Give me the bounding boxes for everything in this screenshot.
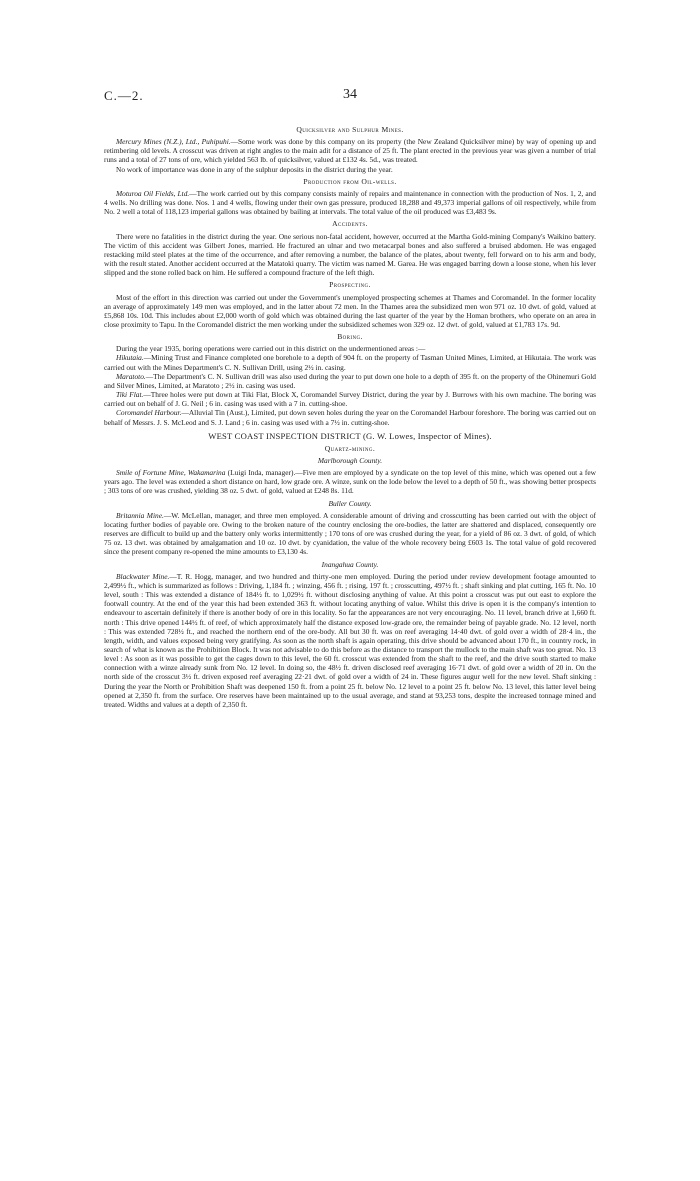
paragraph: Coromandel Harbour.—Alluvial Tin (Aust.), Limited, put down seven holes during the year on the Coromandel Harbour foreshore. The boring was carried out on behalf of Messrs. J. S. McLeod and S. J. Land ; 6 in. casing was used with a 7½ in. cutting-shoe. (104, 408, 596, 427)
county-heading: Buller County. (328, 498, 372, 508)
paragraph: During the year 1935, boring operations were carried out in this district on the undermentioned areas :— (116, 344, 426, 354)
district-heading: WEST COAST INSPECTION DISTRICT (G. W. Lowes, Inspector of Mines). (208, 430, 492, 441)
section-heading-prospecting: Prospecting. (329, 280, 371, 290)
entry-lead: Smile of Fortune Mine, Wakamarina (116, 468, 226, 478)
paragraph: Most of the effort in this direction was carried out under the Government's unemployed prospecting schemes at Thames and Coromandel. In the former locality an average of approximately 149 men was employed, and in the latter about 72 men. In the Thames area the subsidized men won 971 oz. 10 dwt. of gold, valued at £5,868 10s. 10d. This includes about £2,000 worth of gold which was obtained during the last quarter of the year by the Homan brothers, who operate on an area in close proximity to Tapu. In the Coromandel district the men working under the subsidized schemes won 329 oz. 12 dwt. of gold, valued at £1,783 17s. 9d. (104, 292, 596, 329)
county-heading: Inangahua County. (321, 559, 379, 569)
paragraph: Mercury Mines (N.Z.), Ltd., Puhipuhi.—Some work was done by this company on its property (the New Zealand Quicksilver mine) by way of opening up and retimbering old levels. A crosscut was driven at right angles to the main adit for a distance of 25 ft. The plant erected in the previous year was given a number of trial runs and a total of 27 tons of ore, which yielded 563 lb. of quicksilver, valued at £132 4s. 5d., was treated. (104, 137, 596, 165)
paragraph: Britannia Mine.—W. McLellan, manager, and three men employed. A considerable amount of driving and crosscutting has been carried out with the object of locating further bodies of payable ore. Owing to the broken nature of the country enclosing the ore-bodies, the latter are shattered and displaced, consequently ore reserves are difficult to build up and the battery only works intermittently ; 170 tons of ore was crushed during the year, for a yield of 86 oz. 3 dwt. of gold, of which 75 oz. 13 dwt. was obtained by amalgamation and 10 oz. 10 dwt. by cyanidation, the value of the whole recovery being £603 1s. The total value of gold recovered since the present company re-opened the mine amounts to £3,130 4s. (104, 510, 596, 557)
section-heading-quartz: Quartz-mining. (324, 443, 376, 453)
paragraph: Maratoto.—The Department's C. N. Sullivan drill was also used during the year to put down one hole to a depth of 395 ft. on the property of the Ohinemuri Gold and Silver Mines, Limited, at Maratoto ; 2½ in. casing was used. (104, 371, 596, 390)
page-number: 34 (343, 87, 357, 102)
entry-lead: Coromandel Harbour. (116, 408, 182, 418)
paragraph: No work of importance was done in any of the sulphur deposits in the district during the year. (116, 164, 393, 174)
paragraph: Moturoa Oil Fields, Ltd.—The work carried out by this company consists mainly of repairs and maintenance in connection with the production of Nos. 1, 2, and 4 wells. No drilling was done. Nos. 1 and 4 wells, flowing under their own gas pressure, produced 18,288 and 49,373 imperial gallons of oil respectively, while from No. 2 well a total of 118,123 imperial gallons was obtained by bailing at intervals. The total value of the oil produced was £3,483 9s. (104, 188, 596, 217)
entry-lead: Blackwater Mine. (116, 571, 170, 581)
paragraph: Blackwater Mine.—T. R. Hogg, manager, and two hundred and thirty-one men employed. During the period under review development footage amounted to 2,499½ ft., which is summarized as follows : Driving, 1,184 ft. ; winzing, 456 ft. ; rising, 197 ft. ; crosscutting, 497½ ft. ; shaft sinking and plat cutting, 165 ft. No. 10 level, south : This was extended a distance of 184½ ft. to 1,029½ ft. without disclosing anything of value. At this point a crosscut was put out east to explore the footwall country. At the end of the year this had been extended 363 ft. without locating anything of value. Whilst this drive is open it is the company's intention to endeavour to ascertain definitely if there is another body of ore in this locality. So far the appearances are not very encouraging. No. 11 level, branch drive at 1,660 ft. north : This drive opened 144½ ft. of reef, of which approximately half the distance exposed low-grade ore, the remainder being of payable grade. No. 12 level, north : This was extended 728½ ft., and reached the northern end of the ore-body. All but 30 ft. was on reef averaging 14·40 dwt. of gold over a width of 28·4 in., the length, width, and values exposed being very gratifying. As soon as the north shaft is again operating, this drive should be advanced about 170 ft., in country rock, in search of what is known as the Prohibition Block. It was not advisable to do this before as the distance to transport the mullock to the main shaft was too great. No. 13 level : As soon as it was possible to get the cages down to this level, the 60 ft. crosscut was extended from the shaft to the reef, and the drive south started to make connection with a winze already sunk from No. 12 level. In doing so, the 48½ ft. driven disclosed reef averaging 16·71 dwt. of gold over a width of 20 in. On the north side of the crosscut 3½ ft. driven exposed reef averaging 22·21 dwt. of gold over a width of 24 in. These figures augur well for the new level. Shaft sinking : During the year the North or Prohibition Shaft was deepened 150 ft. from a point 25 ft. below No. 12 level to a point 25 ft. below No. 13 level, this latter level being opened at 2,350 ft. from the surface. Ore reserves have been maintained up to the usual average, and stand at 93,253 tons, despite the increased tonnage mined and treated. Widths and values at a depth of 2,350 ft. (104, 571, 596, 709)
parliamentary-paper-code: C.—2. (104, 88, 144, 103)
section-heading-oil: Production from Oil-wells. (303, 176, 397, 186)
entry-lead: Moturoa Oil Fields, Ltd. (116, 188, 190, 198)
entry-lead: Britannia Mine. (116, 510, 164, 520)
section-heading-quicksilver: Quicksilver and Sulphur Mines. (296, 125, 404, 134)
entry-lead: Hikutaia. (116, 353, 144, 363)
section-heading-accidents: Accidents. (332, 219, 368, 229)
entry-lead: Mercury Mines (N.Z.), Ltd., Puhipuhi. (116, 137, 231, 147)
county-heading: Marlborough County. (317, 456, 383, 465)
document-body (104, 122, 596, 709)
section-heading-boring: Boring. (337, 332, 363, 342)
entry-lead: Tiki Flat. (116, 390, 144, 400)
paragraph: Tiki Flat.—Three holes were put down at Tiki Flat, Block X, Coromandel Survey District, during the year by J. Burrows with his own machine. The boring was carried out on behalf of J. G. Neil ; 6 in. casing was used with a 7 in. cutting-shoe. (104, 390, 597, 409)
page-header (104, 88, 596, 106)
paragraph: Smile of Fortune Mine, Wakamarina (Luigi Inda, manager).—Five men are employed by a syndicate on the top level of this mine, which was opened out a few years ago. The level was extended a short distance on hard, low grade ore. A winze, sunk on the lode below the level to a depth of 50 ft., was showing better prospects ; 303 tons of ore was crushed, yielding 38 oz. 5 dwt. of gold, valued at £248 8s. 11d. (104, 468, 596, 496)
paragraph: There were no fatalities in the district during the year. One serious non-fatal accident, however, occurred at the Martha Gold-mining Company's Waikino battery. The victim of this accident was Gilbert Jones, married. He fractured an ulnar and two metacarpal bones and also suffered a bruised abdomen. He was engaged restacking mild steel plates at the time of the occurrence, and after removing a number, the balance of the plates, about twenty, fell forward on to his arm and body, with the result stated. Another accident occurred at the Matatoki quarry. The victim was named M. Garea. He was engaged barring down a loose stone, when his lever slipped and the stone rolled back on him. He suffered a compound fracture of the left thigh. (104, 231, 596, 278)
paragraph: Hikutaia.—Mining Trust and Finance completed one borehole to a depth of 904 ft. on the property of Tasman United Mines, Limited, at Hikutaia. The work was carried out with the Mines Department's C. N. Sullivan Drill, using 2½ in. casing. (104, 353, 596, 372)
entry-lead: Maratoto. (116, 371, 146, 381)
